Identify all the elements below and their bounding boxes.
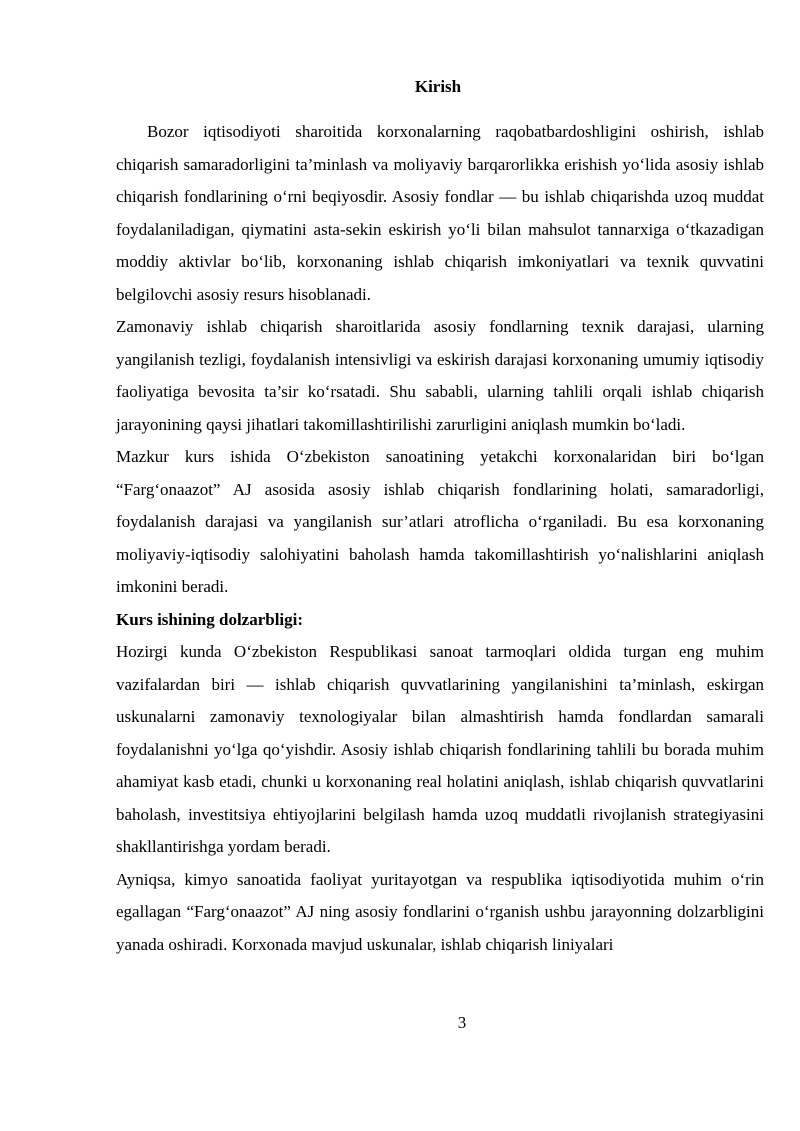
document-body <box>116 116 764 961</box>
paragraph-relevance-1: Hozirgi kunda O‘zbekiston Respublikasi sanoat tarmoqlari oldida turgan eng muhim vazifalardan biri — ishlab chiqarish quvvatlarining yangilanishini ta’minlash, eskirgan uskunalarni zamonaviy texnologiyalar bilan almashtirish hamda fondlardan samarali foydalanishni yo‘lga qo‘yishdir. Asosiy ishlab chiqarish fondlarining tahlili bu borada muhim ahamiyat kasb etadi, chunki u korxonaning real holatini aniqlash, ishlab chiqarish quvvatlarini baholash, investitsiya ehtiyojlarini belgilash hamda uzoq muddatli rivojlanish strategiyasini shakllantirishga yordam beradi. <box>116 642 764 856</box>
paragraph-intro-3: Mazkur kurs ishida O‘zbekiston sanoatining yetakchi korxonalaridan biri bo‘lgan “Farg‘onaazot” AJ asosida asosiy ishlab chiqarish fondlarining holati, samaradorligi, foydalanish darajasi va yangilanish sur’atlari atroflicha o‘rganiladi. Bu esa korxonaning moliyaviy-iqtisodiy salohiyatini baholash hamda takomillashtirish yo‘nalishlarini aniqlash imkonini beradi. <box>116 447 764 596</box>
paragraph-intro-2: Zamonaviy ishlab chiqarish sharoitlarida asosiy fondlarning texnik darajasi, ularning yangilanish tezligi, foydalanish intensivligi va eskirish darajasi korxonaning umumiy iqtisodiy faoliyatiga bevosita ta’sir ko‘rsatadi. Shu sababli, ularning tahlili orqali ishlab chiqarish jarayonining qaysi jihatlari takomillashtirilishi zarurligini aniqlash mumkin bo‘ladi. <box>116 317 764 434</box>
section-heading-relevance: Kurs ishining dolzarbligi: <box>116 609 304 629</box>
page-number: 3 <box>457 1013 467 1032</box>
page-title: Kirish <box>414 77 462 96</box>
paragraph-relevance-2: Ayniqsa, kimyo sanoatida faoliyat yuritayotgan va respublika iqtisodiyotida muhim o‘rin egallagan “Farg‘onaazot” AJ ning asosiy fondlarini o‘rganish ushbu jarayonning dolzarbligini yanada oshiradi. Korxonada mavjud uskunalar, ishlab chiqarish liniyalari <box>116 869 764 954</box>
paragraph-intro-1: Bozor iqtisodiyoti sharoitida korxonalarning raqobatbardoshligini oshirish, ishlab chiqarish samaradorligini ta’minlash va moliyaviy barqarorlikka erishish yo‘lida asosiy ishlab chiqarish fondlarining o‘rni beqiyosdir. Asosiy fondlar — bu ishlab chiqarishda uzoq muddat foydalaniladigan, qiymatini asta-sekin eskirish yo‘li bilan mahsulot tannarxiga o‘tkazadigan moddiy aktivlar bo‘lib, korxonaning ishlab chiqarish imkoniyatlari va texnik quvvatini belgilovchi asosiy resurs hisoblanadi. <box>116 122 764 304</box>
